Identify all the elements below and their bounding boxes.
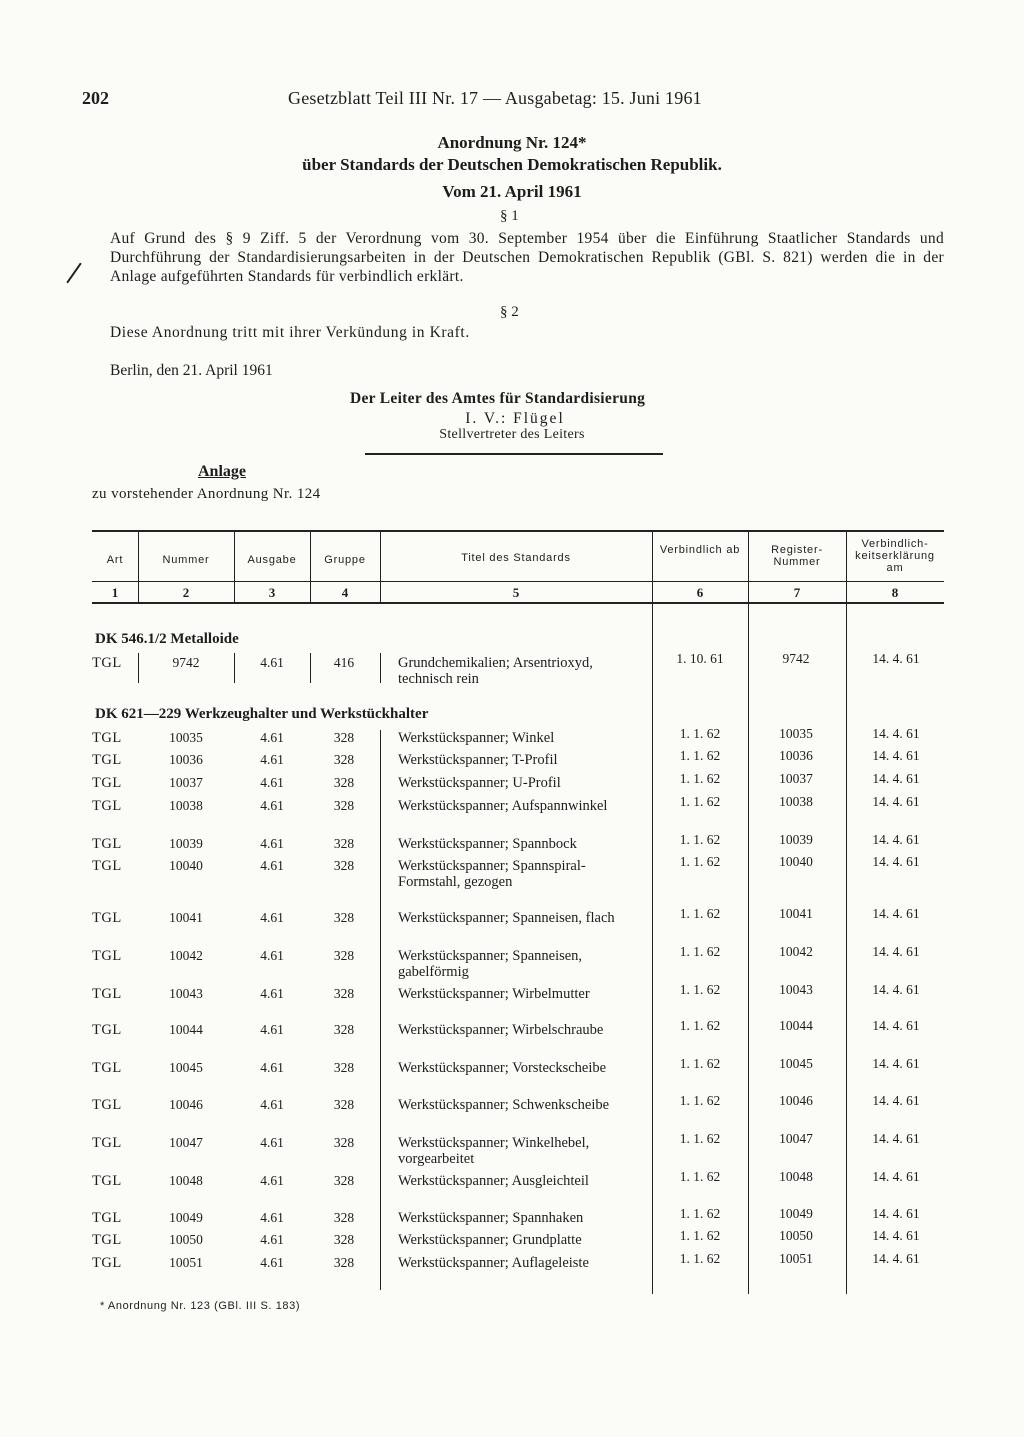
- cell-verbindlich-ab: 1. 1. 62: [679, 1131, 721, 1146]
- cell-ausgabe: 4.61: [260, 798, 284, 813]
- cell-register: 10051: [779, 1251, 813, 1266]
- cell-art: TGL: [92, 775, 122, 791]
- cell-erklaerung: 14. 4. 61: [872, 726, 920, 741]
- cell-nummer: 10046: [169, 1097, 203, 1112]
- cell-verbindlich-ab: 1. 1. 62: [679, 1169, 721, 1184]
- cell-verbindlich-ab: 1. 1. 62: [679, 1093, 721, 1108]
- cell-erklaerung: 14. 4. 61: [872, 1206, 920, 1221]
- column-header: Titel des Standards: [461, 552, 571, 564]
- cell-ausgabe: 4.61: [260, 655, 284, 670]
- cell-art: TGL: [92, 655, 122, 671]
- cell-nummer: 10038: [169, 798, 203, 813]
- column-header: Verbindlich-keitserklärung am: [855, 538, 935, 574]
- row-separator: [138, 653, 139, 683]
- cell-nummer: 10036: [169, 752, 203, 767]
- column-header: Nummer: [162, 554, 210, 566]
- table-number-rule: [92, 602, 944, 604]
- cell-gruppe: 328: [333, 1135, 355, 1150]
- cell-titel: Werkstückspanner; Aufspannwinkel: [398, 798, 608, 814]
- cell-titel: Werkstückspanner; Spannhaken: [398, 1210, 584, 1226]
- cell-titel: Werkstückspanner; U-Profil: [398, 775, 561, 791]
- column-number: 2: [182, 585, 190, 600]
- cell-register: 10045: [779, 1056, 813, 1071]
- place-date: Berlin, den 21. April 1961: [110, 362, 273, 379]
- cell-verbindlich-ab: 1. 1. 62: [679, 771, 721, 786]
- cell-nummer: 10041: [169, 910, 203, 925]
- cell-nummer: 10049: [169, 1210, 203, 1225]
- cell-gruppe: 328: [333, 948, 355, 963]
- cell-art: TGL: [92, 1060, 122, 1076]
- cell-register: 10041: [779, 906, 813, 921]
- cell-art: TGL: [92, 858, 122, 874]
- cell-nummer: 10044: [169, 1022, 203, 1037]
- cell-gruppe: 328: [333, 775, 355, 790]
- cell-titel: Werkstückspanner; Spannbock: [398, 836, 577, 852]
- cell-erklaerung: 14. 4. 61: [872, 771, 920, 786]
- cell-register: 10050: [779, 1228, 813, 1243]
- cell-erklaerung: 14. 4. 61: [872, 1018, 920, 1033]
- cell-verbindlich-ab: 1. 1. 62: [679, 726, 721, 741]
- cell-gruppe: 328: [333, 910, 355, 925]
- cell-erklaerung: 14. 4. 61: [872, 1251, 920, 1266]
- cell-art: TGL: [92, 1210, 122, 1226]
- ordinance-date: Vom 21. April 1961: [442, 182, 582, 201]
- title-column-rule: [380, 730, 381, 1290]
- cell-erklaerung: 14. 4. 61: [872, 1093, 920, 1108]
- cell-titel: Werkstückspanner; Wirbelschraube: [398, 1022, 604, 1038]
- annex-subtitle: zu vorstehender Anordnung Nr. 124: [92, 486, 321, 502]
- cell-nummer: 10042: [169, 948, 203, 963]
- cell-gruppe: 328: [333, 1173, 355, 1188]
- cell-art: TGL: [92, 730, 122, 746]
- cell-erklaerung: 14. 4. 61: [872, 982, 920, 997]
- cell-erklaerung: 14. 4. 61: [872, 1131, 920, 1146]
- cell-erklaerung: 14. 4. 61: [872, 794, 920, 809]
- cell-nummer: 9742: [172, 655, 200, 670]
- cell-ausgabe: 4.61: [260, 775, 284, 790]
- cell-titel: Werkstückspanner; Wirbelmutter: [398, 986, 590, 1002]
- cell-nummer: 10048: [169, 1173, 203, 1188]
- cell-erklaerung: 14. 4. 61: [872, 832, 920, 847]
- cell-ausgabe: 4.61: [260, 1173, 284, 1188]
- column-number: 1: [111, 585, 119, 600]
- cell-erklaerung: 14. 4. 61: [872, 906, 920, 921]
- ordinance-title: Anordnung Nr. 124*: [437, 133, 587, 152]
- cell-titel: Werkstückspanner; Ausgleichteil: [398, 1173, 589, 1189]
- table-top-rule: [92, 530, 944, 532]
- cell-gruppe: 328: [333, 1232, 355, 1247]
- cell-ausgabe: 4.61: [260, 1232, 284, 1247]
- cell-gruppe: 328: [333, 1060, 355, 1075]
- cell-nummer: 10039: [169, 836, 203, 851]
- column-number: 8: [891, 585, 899, 600]
- cell-ausgabe: 4.61: [260, 730, 284, 745]
- cell-ausgabe: 4.61: [260, 858, 284, 873]
- cell-register: 10047: [779, 1131, 813, 1146]
- cell-nummer: 10035: [169, 730, 203, 745]
- cell-art: TGL: [92, 836, 122, 852]
- cell-register: 10042: [779, 944, 813, 959]
- cell-verbindlich-ab: 1. 1. 62: [679, 1228, 721, 1243]
- cell-ausgabe: 4.61: [260, 948, 284, 963]
- cell-art: TGL: [92, 1022, 122, 1038]
- cell-nummer: 10047: [169, 1135, 203, 1150]
- cell-titel: Grundchemikalien; Arsentrioxyd, technisch rein: [398, 655, 593, 687]
- cell-ausgabe: 4.61: [260, 1210, 284, 1225]
- cell-register: 10036: [779, 748, 813, 763]
- running-title: Gesetzblatt Teil III Nr. 17 — Ausgabetag: 15. Juni 1961: [288, 88, 702, 108]
- cell-nummer: 10040: [169, 858, 203, 873]
- cell-erklaerung: 14. 4. 61: [872, 1169, 920, 1184]
- cell-verbindlich-ab: 1. 1. 62: [679, 1251, 721, 1266]
- row-separator: [380, 653, 381, 683]
- cell-verbindlich-ab: 1. 1. 62: [679, 748, 721, 763]
- row-separator: [234, 653, 235, 683]
- cell-nummer: 10050: [169, 1232, 203, 1247]
- column-number: 4: [341, 585, 349, 600]
- cell-art: TGL: [92, 986, 122, 1002]
- cell-titel: Werkstückspanner; Spanneisen, gabelförmig: [398, 948, 583, 980]
- cell-ausgabe: 4.61: [260, 1022, 284, 1037]
- cell-register: 10048: [779, 1169, 813, 1184]
- cell-erklaerung: 14. 4. 61: [872, 1228, 920, 1243]
- cell-verbindlich-ab: 1. 1. 62: [679, 906, 721, 921]
- cell-gruppe: 328: [333, 858, 355, 873]
- column-header: Register-Nummer: [771, 544, 823, 568]
- cell-verbindlich-ab: 1. 1. 62: [679, 1206, 721, 1221]
- section-2-mark: § 2: [500, 304, 519, 320]
- cell-art: TGL: [92, 752, 122, 768]
- cell-titel: Werkstückspanner; Schwenkscheibe: [398, 1097, 610, 1113]
- cell-nummer: 10051: [169, 1255, 203, 1270]
- cell-ausgabe: 4.61: [260, 910, 284, 925]
- column-header: Gruppe: [324, 554, 366, 566]
- column-number: 6: [696, 585, 704, 600]
- cell-gruppe: 328: [333, 986, 355, 1001]
- page-number: 202: [82, 88, 109, 108]
- cell-gruppe: 328: [333, 752, 355, 767]
- cell-erklaerung: 14. 4. 61: [872, 748, 920, 763]
- cell-nummer: 10037: [169, 775, 203, 790]
- cell-nummer: 10043: [169, 986, 203, 1001]
- cell-ausgabe: 4.61: [260, 1060, 284, 1075]
- signature-office: Der Leiter des Amtes für Standardisierung: [350, 390, 646, 407]
- cell-verbindlich-ab: 1. 1. 62: [679, 944, 721, 959]
- cell-register: 10039: [779, 832, 813, 847]
- cell-titel: Werkstückspanner; Spanneisen, flach: [398, 910, 615, 926]
- cell-art: TGL: [92, 1255, 122, 1271]
- cell-titel: Werkstückspanner; T-Profil: [398, 752, 558, 768]
- cell-art: TGL: [92, 1135, 122, 1151]
- cell-verbindlich-ab: 1. 1. 62: [679, 832, 721, 847]
- section-2-text: Diese Anordnung tritt mit ihrer Verkündung in Kraft.: [110, 324, 470, 341]
- cell-register: 10035: [779, 726, 813, 741]
- signature-name: I. V.: Flügel: [465, 410, 565, 427]
- margin-mark: [66, 263, 81, 284]
- signature-rule: [365, 453, 663, 455]
- cell-verbindlich-ab: 1. 10. 61: [676, 651, 724, 666]
- section-1-text: Auf Grund des § 9 Ziff. 5 der Verordnung vom 30. September 1954 über die Einführung Staatlicher Standards und Durchführung der Standardisierungsarbeiten in der Deutschen Demokratischen Republik (GBl. S. 821) werden die in der Anlage aufgeführten Standards für verbindlich erklärt.: [110, 230, 944, 285]
- cell-gruppe: 328: [333, 836, 355, 851]
- cell-art: TGL: [92, 798, 122, 814]
- cell-erklaerung: 14. 4. 61: [872, 651, 920, 666]
- section-1-mark: § 1: [500, 208, 519, 224]
- cell-art: TGL: [92, 1173, 122, 1189]
- cell-gruppe: 328: [333, 1255, 355, 1270]
- cell-gruppe: 328: [333, 1210, 355, 1225]
- cell-gruppe: 416: [333, 655, 355, 670]
- cell-erklaerung: 14. 4. 61: [872, 1056, 920, 1071]
- column-header: Verbindlich ab: [659, 544, 741, 556]
- cell-verbindlich-ab: 1. 1. 62: [679, 854, 721, 869]
- cell-ausgabe: 4.61: [260, 1097, 284, 1112]
- cell-register: 10049: [779, 1206, 813, 1221]
- column-number: 7: [793, 585, 801, 600]
- footnote: * Anordnung Nr. 123 (GBl. III S. 183): [100, 1300, 301, 1312]
- cell-art: TGL: [92, 948, 122, 964]
- cell-register: 10040: [779, 854, 813, 869]
- cell-register: 9742: [782, 651, 810, 666]
- cell-register: 10037: [779, 771, 813, 786]
- cell-gruppe: 328: [333, 798, 355, 813]
- column-number: 3: [268, 585, 276, 600]
- cell-register: 10046: [779, 1093, 813, 1108]
- cell-art: TGL: [92, 1232, 122, 1248]
- cell-verbindlich-ab: 1. 1. 62: [679, 794, 721, 809]
- section-heading: DK 621—229 Werkzeughalter und Werkstückhalter: [95, 706, 429, 722]
- cell-ausgabe: 4.61: [260, 1135, 284, 1150]
- section-heading: DK 546.1/2 Metalloide: [95, 631, 239, 647]
- column-header: Ausgabe: [247, 554, 297, 566]
- signature-role: Stellvertreter des Leiters: [439, 427, 585, 442]
- cell-titel: Werkstückspanner; Winkel: [398, 730, 555, 746]
- cell-verbindlich-ab: 1. 1. 62: [679, 1056, 721, 1071]
- cell-nummer: 10045: [169, 1060, 203, 1075]
- ordinance-subject: über Standards der Deutschen Demokratischen Republik.: [302, 155, 722, 174]
- column-number: 5: [512, 585, 520, 600]
- table-header-rule: [92, 581, 944, 582]
- cell-erklaerung: 14. 4. 61: [872, 944, 920, 959]
- cell-ausgabe: 4.61: [260, 752, 284, 767]
- cell-ausgabe: 4.61: [260, 1255, 284, 1270]
- cell-titel: Werkstückspanner; Spannspiral-Formstahl, gezogen: [398, 858, 586, 890]
- cell-register: 10043: [779, 982, 813, 997]
- row-separator: [310, 653, 311, 683]
- cell-register: 10044: [779, 1018, 813, 1033]
- cell-art: TGL: [92, 1097, 122, 1113]
- cell-verbindlich-ab: 1. 1. 62: [679, 1018, 721, 1033]
- cell-titel: Werkstückspanner; Grundplatte: [398, 1232, 582, 1248]
- cell-gruppe: 328: [333, 1022, 355, 1037]
- cell-art: TGL: [92, 910, 122, 926]
- cell-titel: Werkstückspanner; Vorsteckscheibe: [398, 1060, 607, 1076]
- cell-verbindlich-ab: 1. 1. 62: [679, 982, 721, 997]
- cell-gruppe: 328: [333, 1097, 355, 1112]
- cell-titel: Werkstückspanner; Auflageleiste: [398, 1255, 589, 1271]
- cell-register: 10038: [779, 794, 813, 809]
- cell-ausgabe: 4.61: [260, 836, 284, 851]
- cell-gruppe: 328: [333, 730, 355, 745]
- cell-titel: Werkstückspanner; Winkelhebel, vorgearbeitet: [398, 1135, 590, 1167]
- cell-ausgabe: 4.61: [260, 986, 284, 1001]
- cell-erklaerung: 14. 4. 61: [872, 854, 920, 869]
- annex-title: Anlage: [198, 463, 246, 480]
- column-header: Art: [106, 554, 124, 566]
